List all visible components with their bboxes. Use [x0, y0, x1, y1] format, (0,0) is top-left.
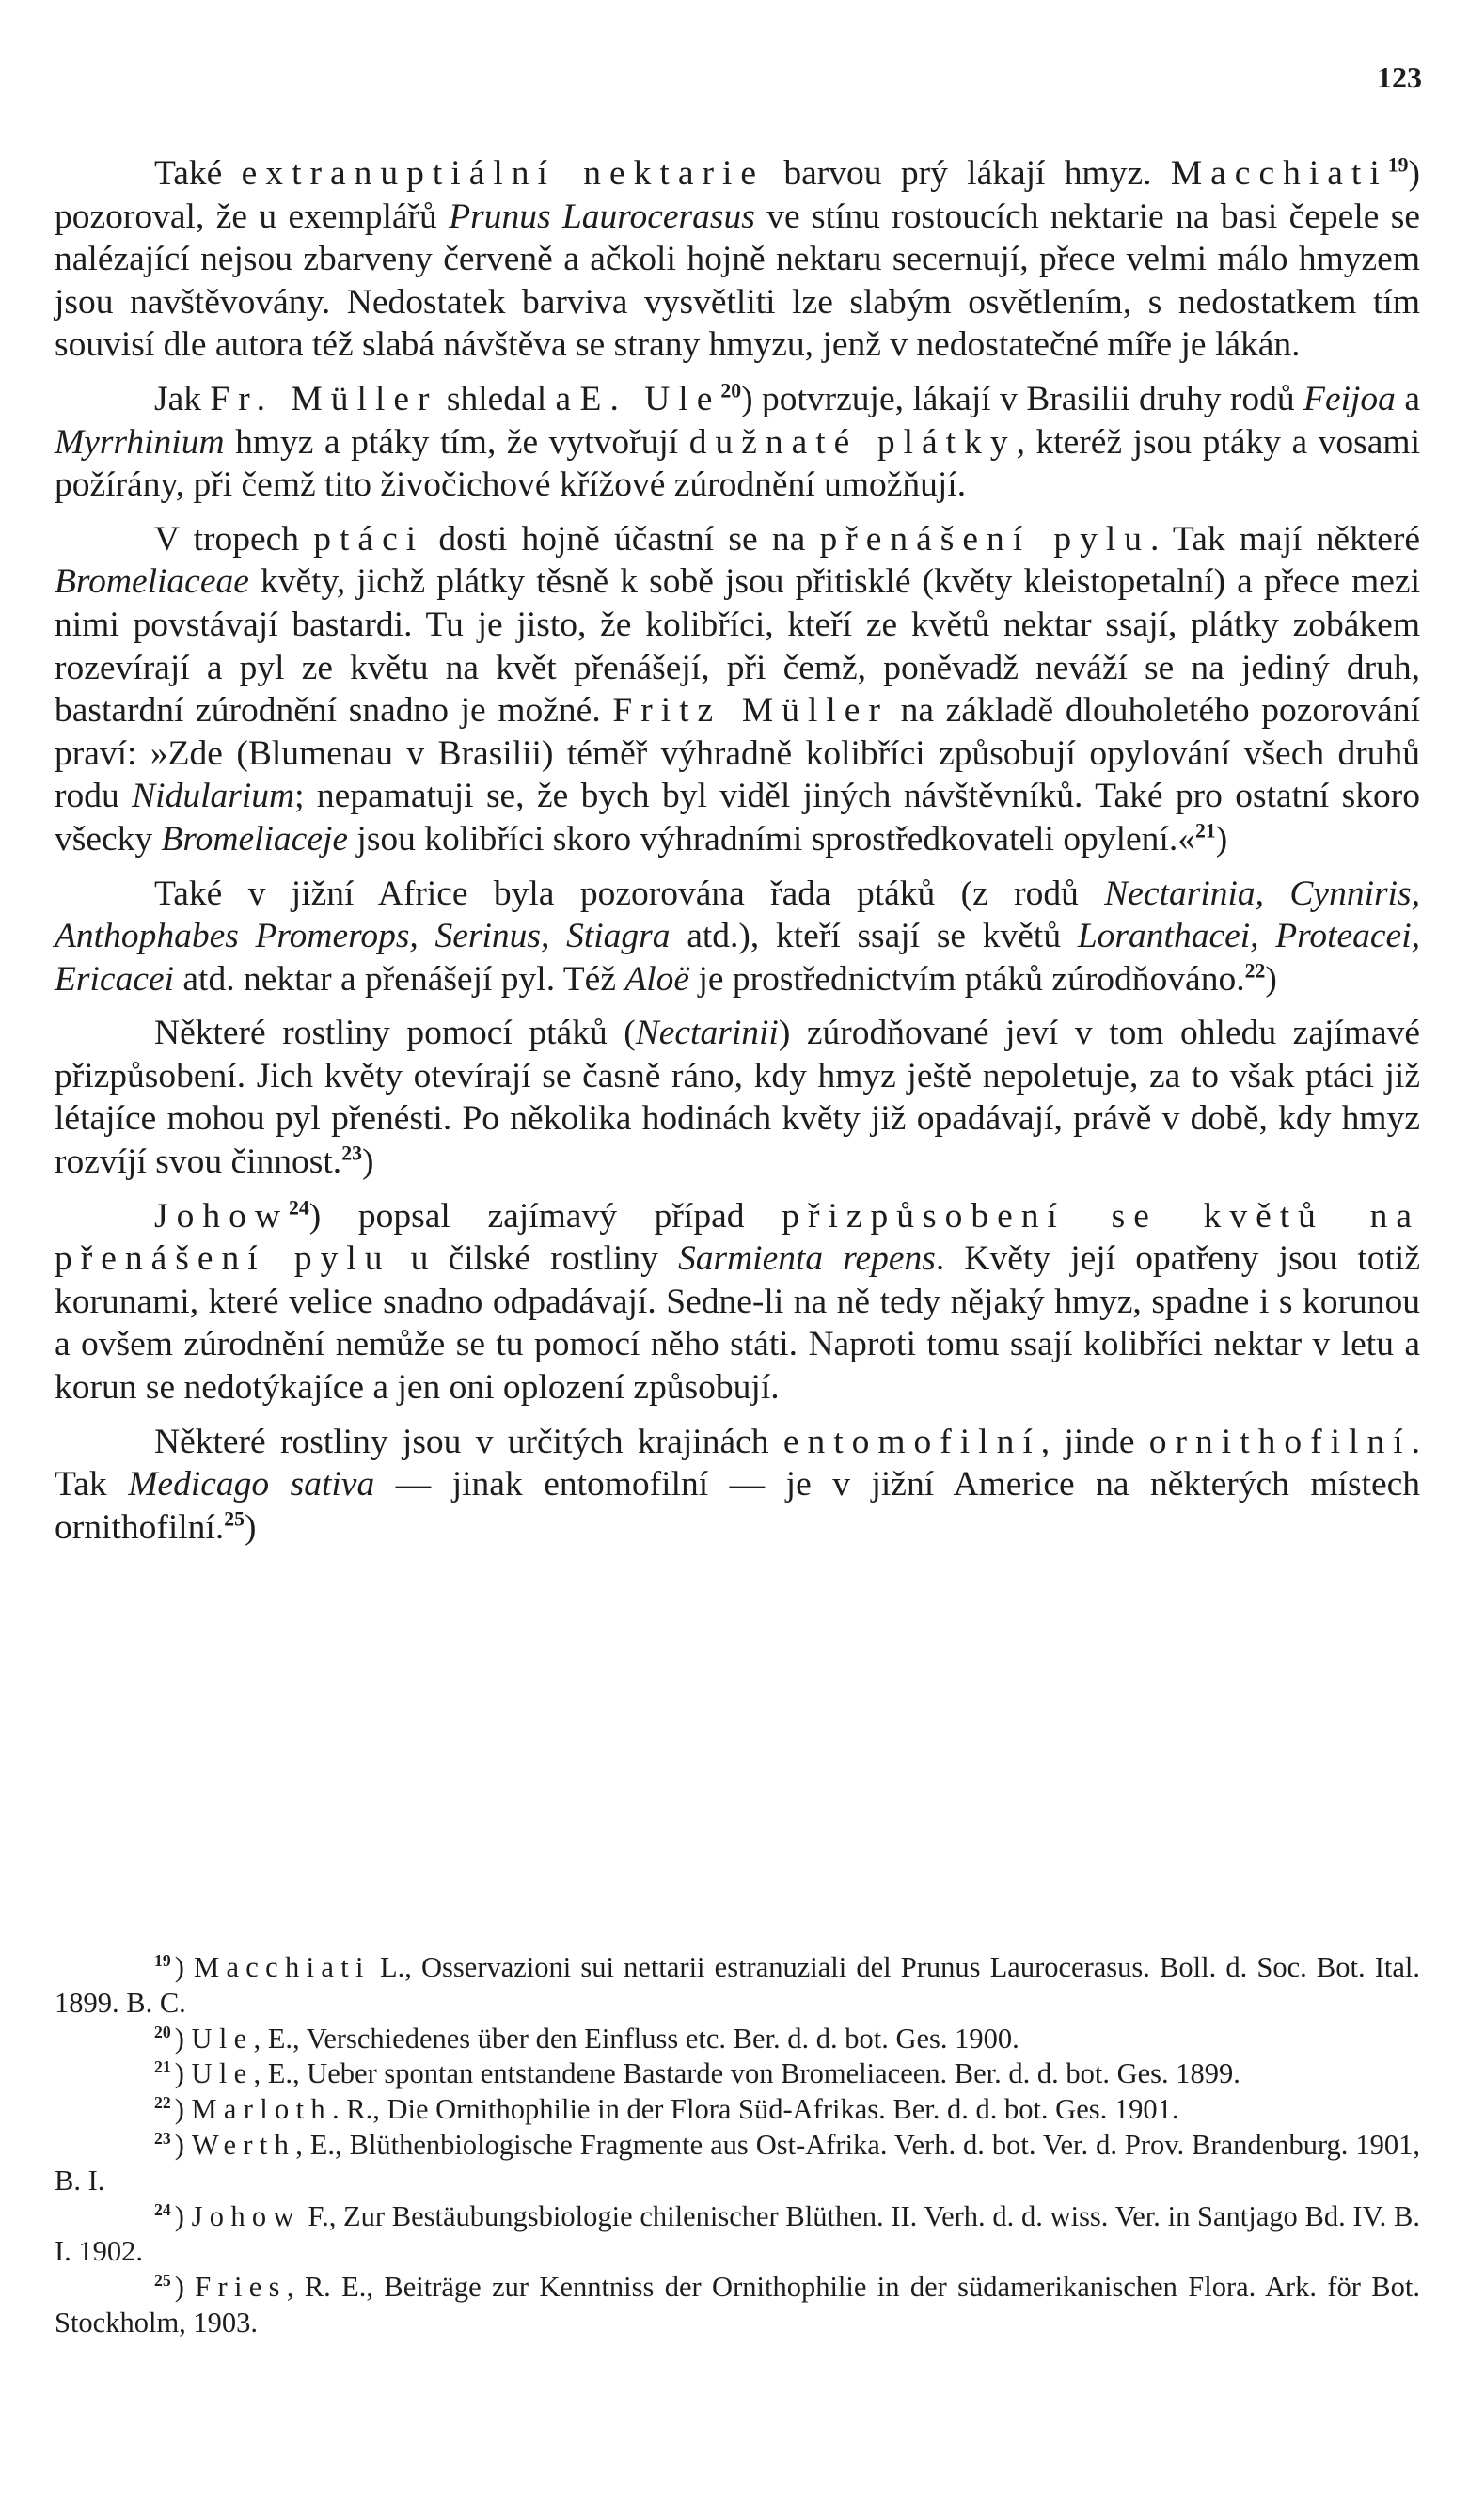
footnote-ref: 22 — [1244, 959, 1266, 983]
text-run: V tropech — [154, 519, 314, 559]
paragraph-p5 — [55, 1012, 1420, 1183]
footnote-ref: 21 — [1194, 819, 1216, 843]
paragraph-p4 — [55, 873, 1420, 1001]
text-run: dosti hojně účastní se na — [424, 519, 820, 559]
italic-term: Sarmienta repens — [677, 1239, 936, 1279]
footnote-number: 22 — [154, 2093, 171, 2113]
spaced-emphasis: přizpůsobení se květů na přenášení pylu — [55, 1196, 1421, 1279]
footnote-text: , R. E., Beiträge zur Kenntniss der Ornithophilie in der südamerikanischen Flora. Ark. för Bot. Stockholm, 1903. — [55, 2271, 1421, 2339]
italic-term: Nectarinii — [635, 1014, 779, 1053]
text-run: ) — [244, 1507, 257, 1547]
footnote-ref: 19 — [1387, 153, 1409, 177]
text-run: Také — [154, 154, 242, 193]
footnote-23: $^{23}$ ) Werth, E., Blüthenbiologische Fragmente aus Ost-Afrika. Verh. d. bot. Ver. d. Prov. Brandenburg. 1901, B. I. — [55, 2128, 1420, 2197]
spaced-emphasis: extranuptiální nektarie — [241, 154, 766, 193]
paragraph-p6 — [55, 1195, 1420, 1410]
footnote-24: $^{24}$ ) Johow F., Zur Bestäubungsbiologie chilenischer Blüthen. II. Verh. d. d. wiss. Ver. in Santjago Bd. IV. B. I. 1902. — [55, 2199, 1420, 2268]
footnote-number: 19 — [154, 1951, 171, 1971]
italic-term: Loranthacei, Proteacei, Ericacei — [55, 917, 1420, 999]
footnote-text: F., Zur Bestäubungsbiologie chilenischer Blüthen. II. Verh. d. d. wiss. Ver. in Santjago Bd. IV. B. I. 1902. — [55, 2199, 1420, 2268]
footnote-number: 21 — [154, 2057, 171, 2077]
footnote-ref: 20 — [720, 379, 742, 402]
footnote-text: , E., Blüthenbiologische Fragmente aus Ost-Afrika. Verh. d. bot. Ver. d. Prov. Brandenburg. 1901, B. I. — [55, 2128, 1420, 2197]
text-run: Některé rostliny jsou v určitých krajinách — [154, 1422, 783, 1461]
text-run: ; nepamatuji se, že bych byl viděl jiných návštěvníků. Také pro ostatní skoro všecky — [55, 777, 1420, 858]
text-run: na základě dlouholetého pozorování praví: »Zde (Blumenau v Brasilii) téměř výhradně kolibříci způsobují opylování všech druhů rodu — [55, 691, 1420, 816]
footnote-ref: 24 — [288, 1196, 309, 1220]
italic-term: Bromeliaceje — [161, 819, 349, 858]
text-run: Také v jižní Africe byla pozorována řada ptáků (z rodů — [154, 874, 1105, 913]
footnote-20: $^{20}$ ) Ule, E., Verschiedenes über den Einfluss etc. Ber. d. d. bot. Ges. 1900. — [154, 2022, 1019, 2055]
text-run: ) pozoroval, že u exemplářů — [55, 154, 1420, 236]
page-number: 123 — [1377, 60, 1422, 94]
footnote-number: 24 — [154, 2199, 171, 2219]
text-run: barvou prý lákají hmyz. — [765, 154, 1171, 193]
footnote-text: , E., Verschiedenes über den Einfluss etc. Ber. d. d. bot. Ges. 1900. — [253, 2022, 1019, 2055]
footnote-author: Ule — [191, 2057, 254, 2090]
italic-term: Medicago sativa — [128, 1465, 375, 1504]
spaced-emphasis: Fr. Müller — [210, 379, 438, 418]
italic-term: Bromeliaceae — [55, 562, 249, 602]
footnote-text: . R., Die Ornithophilie in der Flora Süd-Afrikas. Ber. d. d. bot. Ges. 1901. — [332, 2093, 1179, 2126]
footnote-text: , E., Ueber spontan entstandene Bastarde von Bromeliaceen. Ber. d. d. bot. Ges. 1899. — [253, 2057, 1240, 2090]
italic-term: Prunus Laurocerasus — [449, 197, 755, 236]
footnote-author: Johow — [191, 2199, 301, 2232]
footnote-21: $^{21}$ ) Ule, E., Ueber spontan entstandene Bastarde von Bromeliaceen. Ber. d. d. bot. Ges. 1899. — [154, 2057, 1240, 2090]
footnote-number: 25 — [154, 2271, 171, 2291]
footnote-ref: 23 — [341, 1142, 362, 1165]
text-run: květy, jichž plátky těsně k sobě jsou přitisklé (květy kleistopetalní) a přece mezi nimi povstávají bastardi. Tu je jisto, že kolibříci, kteří ze květů nektar ssají, plátky zobákem rozevírají a pyl ze květu na květ přenášejí, při čemž, poněvadž neváží se na jediný druh, bastardní zúrodnění snadno je možné. — [55, 562, 1420, 731]
footnote-author: Werth — [191, 2128, 296, 2161]
text-run: atd.), kteří ssají se květů — [670, 917, 1078, 956]
text-run: , jinde — [1040, 1422, 1149, 1461]
footnote-author: Fries — [195, 2271, 287, 2304]
text-run: . Tak mají některé — [1150, 519, 1420, 559]
text-run: u čilské rostliny — [390, 1239, 678, 1279]
spaced-emphasis: ptáci — [313, 519, 425, 559]
italic-term: Nidularium — [132, 777, 295, 816]
text-run: ) — [361, 1142, 374, 1182]
text-run: a — [1395, 379, 1420, 418]
text-run: . Tak — [55, 1422, 1420, 1504]
spaced-emphasis: E. Ule — [579, 379, 721, 418]
footnote-22: $^{22}$ ) Marloth. R., Die Ornithophilie in der Flora Süd-Afrikas. Ber. d. d. bot. Ges. 1901. — [154, 2093, 1179, 2126]
text-run: shledal a — [437, 379, 580, 418]
footnote-19: $^{19}$ ) Macchiati L., Osservazioni sui nettarii estranuziali del Prunus Laurocerasus. Boll. d. Soc. Bot. Ital. 1899. B. C. — [55, 1951, 1420, 2019]
footnote-ref: 25 — [224, 1507, 245, 1531]
spaced-emphasis: přenášení pylu — [819, 519, 1151, 559]
paragraph-p2 — [55, 378, 1420, 507]
text-run: ) — [1215, 819, 1228, 858]
text-run: ) potvrzuje, lákají v Brasilii druhy rodů — [741, 379, 1304, 418]
footnote-number: 20 — [154, 2022, 171, 2041]
text-run: — jinak entomofilní — je v jižní Americe na některých místech ornithofilní. — [55, 1465, 1420, 1547]
body-text — [55, 152, 1420, 1560]
text-run: ve stínu rostoucích nektarie na basi čepele se nalézající nejsou zbarveny červeně a ačkoli hojně nektaru secernují, přece velmi málo hmyzem jsou navštěvovány. Nedostatek barviva vysvětliti lze slabým osvětlením, s nedostatkem tím souvisí dle autora též slabá návštěva se strany hmyzu, jenž v nedostatečné míře je lákán. — [55, 197, 1421, 365]
footnote-author: Ule — [191, 2022, 254, 2055]
footnote-text: L., Osservazioni sui nettarii estranuziali del Prunus Laurocerasus. Boll. d. Soc. Bot. Ital. 1899. B. C. — [55, 1951, 1420, 2019]
text-run: ) — [1265, 959, 1277, 999]
spaced-emphasis: Fritz Müller — [612, 691, 889, 731]
footnote-25: $^{25}$ ) Fries, R. E., Beiträge zur Kenntniss der Ornithophilie in der südamerikanischen Flora. Ark. för Bot. Stockholm, 1903. — [55, 2271, 1421, 2339]
footnote-author: Macchiati — [194, 1951, 371, 1983]
spaced-emphasis: Johow — [154, 1196, 289, 1236]
text-run: atd. nektar a přenášejí pyl. Též — [174, 959, 625, 999]
text-run: ) zúrodňované jeví v tom ohledu zajímavé přizpůsobení. Jich květy otevírají se časně ráno, kdy hmyz ještě nepoletuje, za to však ptáci již létajíce mohou pyl přenésti. Po několika hodinách květy již opadávají, právě v době, kdy hmyz rozvíjí svou činnost. — [55, 1014, 1421, 1182]
text-run: je prostřednictvím ptáků zúrodňováno. — [689, 959, 1245, 999]
text-run: hmyz a ptáky tím, že vytvořují — [224, 422, 689, 462]
footnote-number: 23 — [154, 2129, 171, 2149]
spaced-emphasis: ornithofilní — [1148, 1422, 1412, 1461]
text-run: Některé rostliny pomocí ptáků ( — [154, 1014, 636, 1053]
footnotes — [55, 1950, 1420, 2341]
text-run: Jak — [154, 379, 211, 418]
text-run: , kteréž jsou ptáky a vosami požírány, při čemž tito živočichové křížové zúrodnění umožňují. — [55, 422, 1421, 505]
italic-term: Aloë — [624, 959, 690, 999]
paragraph-p7 — [55, 1421, 1420, 1550]
footnote-author: Marloth — [191, 2093, 332, 2126]
spaced-emphasis: dužnaté plátky — [688, 422, 1017, 462]
paragraph-p3 — [55, 518, 1420, 861]
text-run: . Květy její opatřeny jsou totiž korunami, které velice snadno odpadávají. Sedne-li na ně tedy nějaký hmyz, spadne i s korunou a ovšem zúrodnění nemůže se tu pomocí něho státi. Naproti tomu ssají kolibříci nektar v letu a korun se nedotýkajíce a jen oni oplození způsobují. — [55, 1239, 1420, 1408]
italic-term: Feijoa — [1303, 379, 1396, 418]
spaced-emphasis: entomofilní — [782, 1422, 1041, 1461]
spaced-emphasis: Macchiati — [1170, 154, 1388, 193]
text-run: ) popsal zajímavý případ — [308, 1196, 782, 1236]
text-run: jsou kolibříci skoro výhradními sprostředkovateli opylení.« — [348, 819, 1195, 858]
paragraph-p1 — [55, 152, 1420, 367]
italic-term: Nectarinia, Cynniris, Anthophabes Promerops, Serinus, Stiagra — [55, 874, 1420, 956]
italic-term: Myrrhinium — [55, 422, 225, 462]
